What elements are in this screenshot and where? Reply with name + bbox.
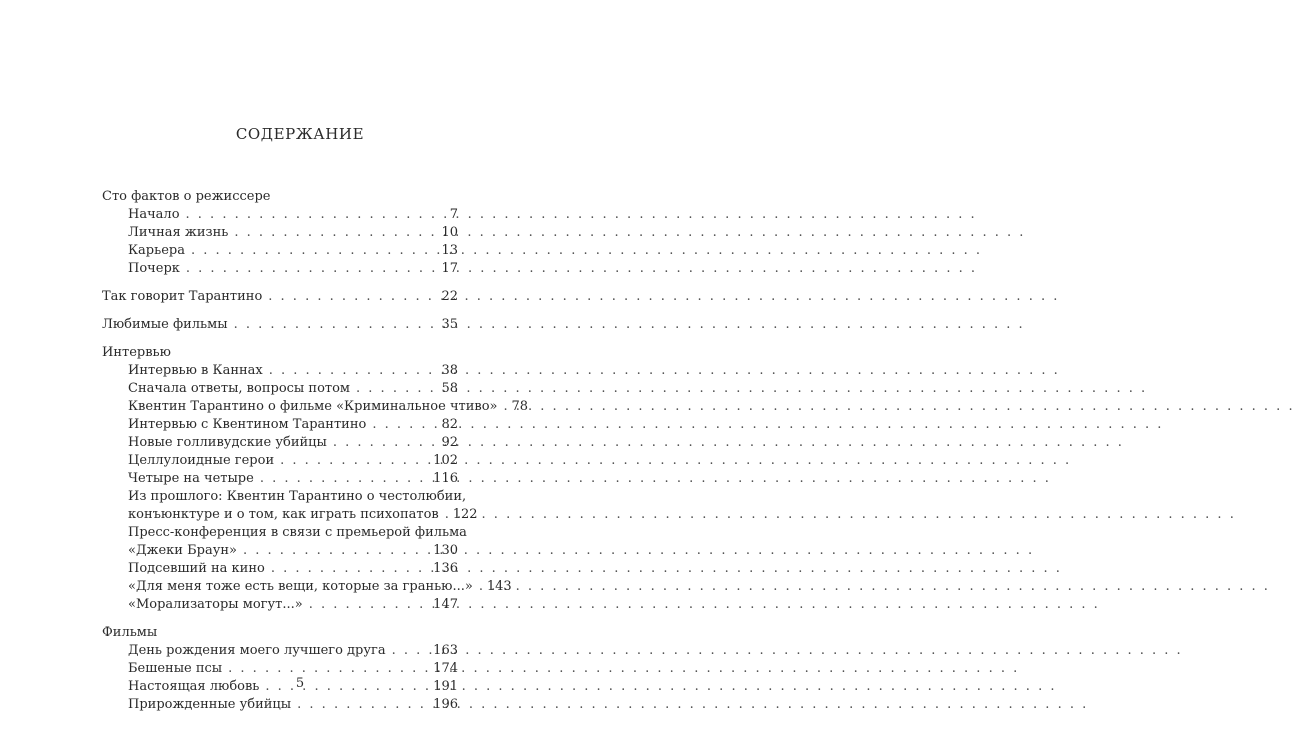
toc-entry[interactable] bbox=[102, 434, 458, 452]
toc-entry-page: 92 bbox=[441, 435, 458, 450]
toc-entry-page: 116 bbox=[433, 471, 458, 486]
toc-entry-page: 163 bbox=[433, 643, 458, 658]
toc-entry-title: Почерк bbox=[128, 261, 180, 276]
dot-leader bbox=[327, 434, 442, 452]
toc-entry-title: Подсевший на кино bbox=[128, 561, 265, 576]
toc-entry[interactable] bbox=[102, 416, 458, 434]
toc-entry[interactable] bbox=[102, 488, 478, 524]
toc-entry-title: Прирожденные убийцы bbox=[128, 697, 292, 712]
dot-leader bbox=[237, 542, 433, 560]
dot-leader bbox=[185, 242, 441, 260]
toc-entry-title-line1: Пресс-конференция в связи с премьерой фильма bbox=[128, 525, 467, 540]
toc-entry-page: 191 bbox=[433, 679, 458, 694]
toc-entry-page: 22 bbox=[441, 289, 458, 304]
toc-entry-page: 122 bbox=[452, 507, 478, 522]
toc-entry[interactable] bbox=[102, 260, 458, 278]
page-number: 5 bbox=[295, 676, 305, 691]
toc-entry[interactable] bbox=[102, 316, 458, 334]
toc-entry-title: Новые голливудские убийцы bbox=[128, 435, 327, 450]
toc-entry-title: Сначала ответы, вопросы потом bbox=[128, 381, 351, 396]
dot-leader bbox=[180, 206, 450, 224]
toc-entry[interactable] bbox=[102, 380, 458, 398]
toc-entry-title: «Морализаторы могут...» bbox=[128, 597, 303, 612]
toc-entry[interactable] bbox=[102, 224, 458, 242]
toc-entry-page: 130 bbox=[433, 543, 458, 558]
toc-entry-page: 78 bbox=[511, 399, 529, 414]
dot-leader bbox=[386, 642, 434, 660]
toc-entry-page: 35 bbox=[441, 317, 458, 332]
dot-leader bbox=[274, 452, 433, 470]
toc-entry-page: 143 bbox=[486, 579, 512, 594]
section-heading: Фильмы bbox=[102, 625, 158, 640]
dot-leader bbox=[439, 506, 453, 524]
toc-entry[interactable] bbox=[102, 398, 529, 416]
toc-entry-title: Целлулоидные герои bbox=[128, 453, 275, 468]
toc-entry[interactable] bbox=[102, 596, 458, 614]
toc-entry-page: 136 bbox=[433, 561, 458, 576]
toc-entry-title: Карьера bbox=[128, 243, 185, 258]
toc-entry-page: 38 bbox=[441, 363, 458, 378]
toc-entry-title: Бешеные псы bbox=[128, 661, 223, 676]
toc-entry-title: Квентин Тарантино о фильме «Криминальное чтиво» bbox=[128, 399, 498, 414]
dot-leader bbox=[263, 362, 442, 380]
toc-entry[interactable] bbox=[102, 524, 467, 560]
table-of-contents bbox=[102, 188, 529, 724]
toc-entry-title: Начало bbox=[128, 207, 180, 222]
toc-entry-title-line2: конъюнктуре и о том, как играть психопатов bbox=[128, 507, 439, 522]
dot-leader bbox=[498, 398, 512, 416]
toc-entry-page: 174 bbox=[433, 661, 458, 676]
dot-leader bbox=[180, 260, 442, 278]
toc-entry-page: 10 bbox=[441, 225, 458, 240]
section-heading: Сто фактов о режиссере bbox=[102, 189, 271, 204]
toc-entry[interactable] bbox=[102, 470, 458, 488]
toc-section-says bbox=[102, 288, 458, 306]
toc-entry[interactable] bbox=[102, 452, 458, 470]
toc-entry[interactable] bbox=[102, 206, 458, 224]
dot-leader bbox=[303, 596, 433, 614]
dot-leader bbox=[473, 578, 487, 596]
toc-entry-page: 196 bbox=[433, 697, 458, 712]
dot-leader bbox=[254, 470, 433, 488]
toc-entry-page: 13 bbox=[441, 243, 458, 258]
toc-entry-page: 102 bbox=[433, 453, 458, 468]
toc-entry-page: 7 bbox=[449, 207, 458, 222]
toc-entry-title: Личная жизнь bbox=[128, 225, 229, 240]
toc-entry[interactable] bbox=[102, 362, 458, 380]
toc-entry-title: День рождения моего лучшего друга bbox=[128, 643, 386, 658]
toc-entry-title: Интервью в Каннах bbox=[128, 363, 263, 378]
toc-entry-page: 147 bbox=[433, 597, 458, 612]
toc-section-films bbox=[102, 624, 458, 714]
toc-entry[interactable] bbox=[102, 696, 458, 714]
toc-entry-page: 82 bbox=[441, 417, 458, 432]
toc-entry-title: Любимые фильмы bbox=[102, 317, 228, 332]
toc-section-facts bbox=[102, 188, 458, 278]
toc-entry-page: 17 bbox=[441, 261, 458, 276]
toc-entry-title-line1: Из прошлого: Квентин Тарантино о честолюбии, bbox=[128, 489, 467, 504]
page-title: СОДЕРЖАНИЕ bbox=[235, 125, 365, 143]
toc-entry-title: Интервью с Квентином Тарантино bbox=[128, 417, 367, 432]
toc-entry[interactable] bbox=[102, 560, 458, 578]
toc-entry-title: Так говорит Тарантино bbox=[102, 289, 263, 304]
toc-entry-title: Настоящая любовь bbox=[128, 679, 260, 694]
toc-entry-title: Четыре на четыре bbox=[128, 471, 254, 486]
dot-leader bbox=[350, 380, 441, 398]
dot-leader bbox=[366, 416, 441, 434]
toc-entry-title: «Для меня тоже есть вещи, которые за гранью...» bbox=[128, 579, 473, 594]
dot-leader bbox=[228, 224, 441, 242]
section-heading: Интервью bbox=[102, 345, 171, 360]
toc-entry-page: 58 bbox=[441, 381, 458, 396]
toc-entry-title-line2: «Джеки Браун» bbox=[128, 543, 237, 558]
dot-leader bbox=[228, 316, 442, 334]
toc-entry[interactable] bbox=[102, 578, 512, 596]
toc-section-favorites bbox=[102, 316, 458, 334]
toc-entry[interactable] bbox=[102, 288, 458, 306]
toc-entry[interactable] bbox=[102, 642, 458, 660]
dot-leader bbox=[291, 696, 433, 714]
dot-leader bbox=[262, 288, 441, 306]
toc-section-interview bbox=[102, 344, 529, 614]
toc-entry[interactable] bbox=[102, 242, 458, 260]
dot-leader bbox=[265, 560, 433, 578]
